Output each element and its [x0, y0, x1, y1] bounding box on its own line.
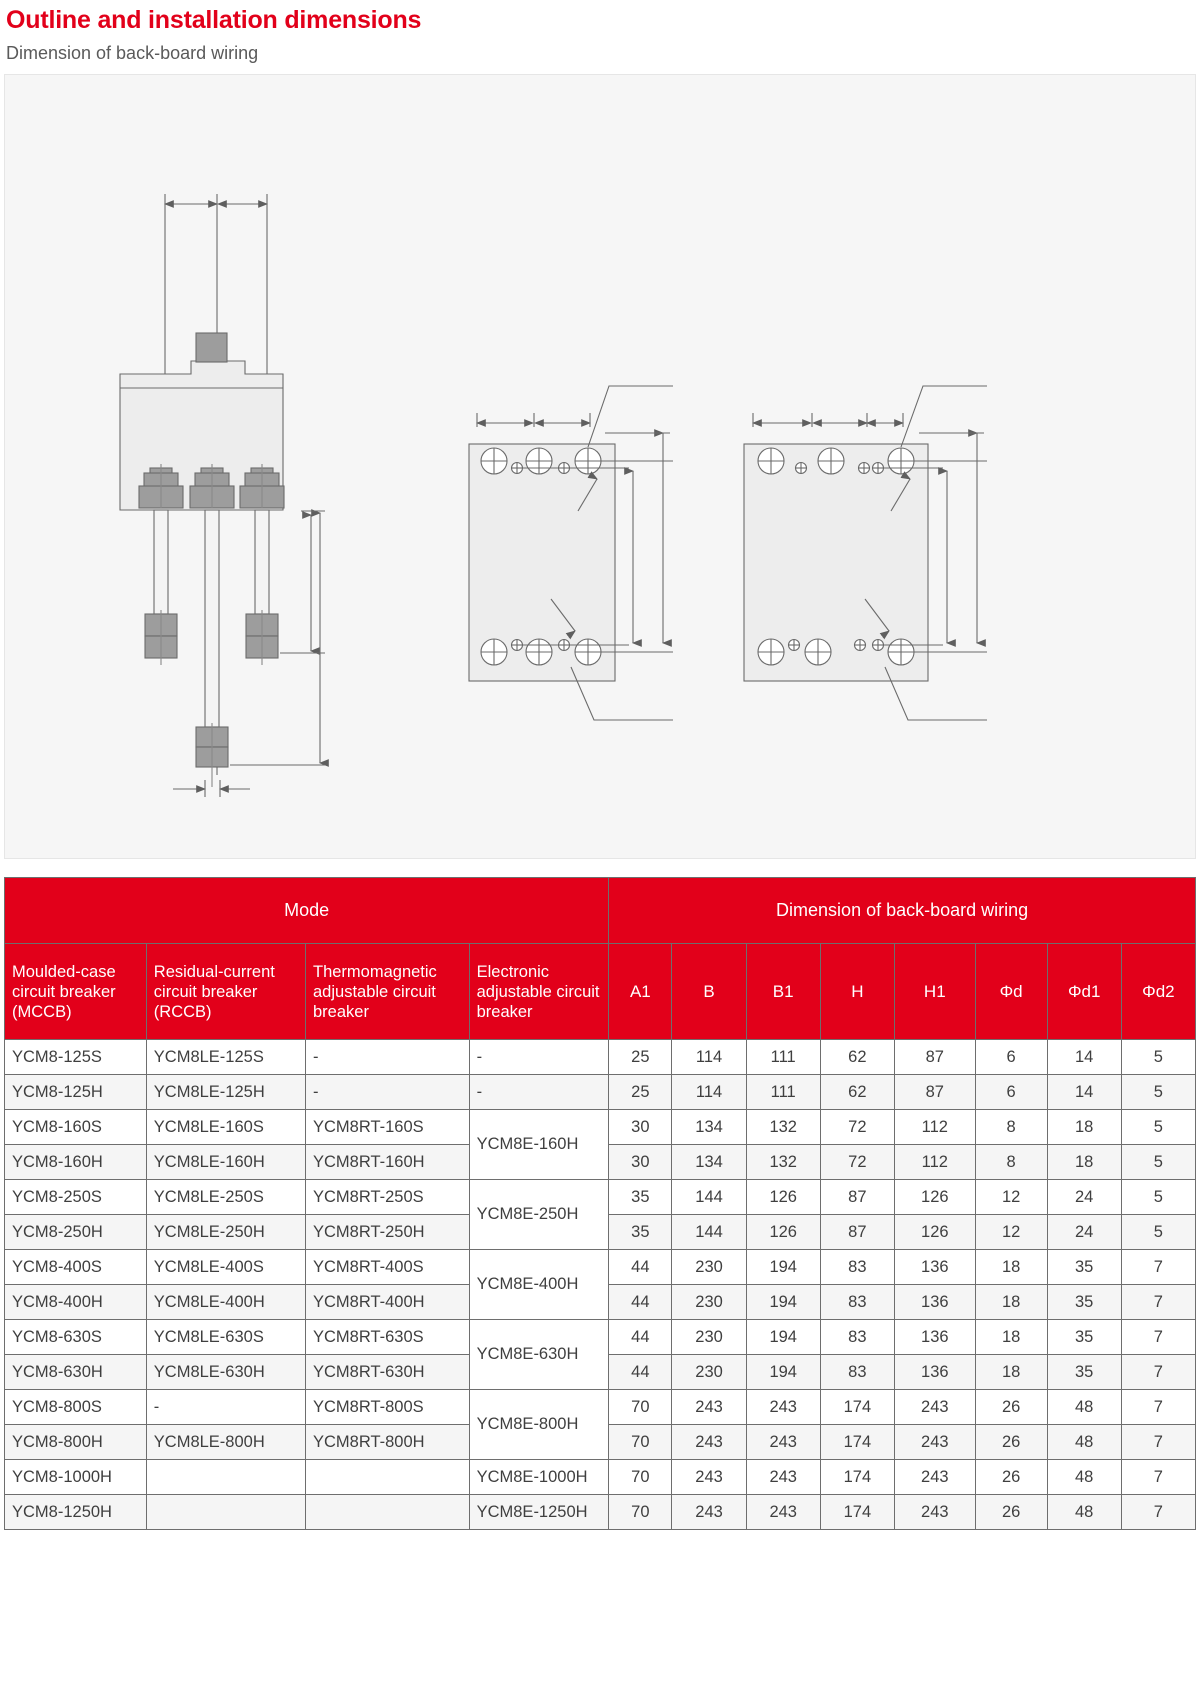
- cell-b: 134: [672, 1110, 746, 1145]
- cell-phid2: 7: [1121, 1495, 1195, 1530]
- cell-b1: 194: [746, 1250, 820, 1285]
- cell-thermomagnetic: [306, 1495, 470, 1530]
- cell-phid: 26: [975, 1460, 1047, 1495]
- cell-b: 243: [672, 1390, 746, 1425]
- cell-h: 62: [820, 1075, 894, 1110]
- table-row: [5, 1180, 1196, 1215]
- cell-b1: 132: [746, 1145, 820, 1180]
- cell-thermomagnetic: YCM8RT-800H: [306, 1425, 470, 1460]
- cell-mccb: YCM8-160H: [5, 1145, 147, 1180]
- cell-b: 144: [672, 1215, 746, 1250]
- cell-phid1: 35: [1047, 1285, 1121, 1320]
- cell-h: 174: [820, 1390, 894, 1425]
- cell-h1: 136: [894, 1250, 975, 1285]
- cell-b: 230: [672, 1355, 746, 1390]
- cell-b: 243: [672, 1495, 746, 1530]
- cell-electronic: YCM8E-160H: [469, 1110, 609, 1180]
- cell-h1: 243: [894, 1495, 975, 1530]
- cell-rccb: YCM8LE-630S: [146, 1320, 305, 1355]
- cell-h: 83: [820, 1250, 894, 1285]
- cell-phid1: 48: [1047, 1390, 1121, 1425]
- cell-a1: 70: [609, 1460, 672, 1495]
- cell-b: 114: [672, 1040, 746, 1075]
- cell-rccb: YCM8LE-125H: [146, 1075, 305, 1110]
- cell-a1: 30: [609, 1145, 672, 1180]
- cell-h: 72: [820, 1145, 894, 1180]
- cell-mccb: YCM8-800S: [5, 1390, 147, 1425]
- group-header-mode: Mode: [5, 878, 609, 944]
- cell-a1: 44: [609, 1320, 672, 1355]
- cell-h1: 112: [894, 1145, 975, 1180]
- cell-rccb: YCM8LE-800H: [146, 1425, 305, 1460]
- cell-h1: 112: [894, 1110, 975, 1145]
- cell-electronic: YCM8E-800H: [469, 1390, 609, 1460]
- cell-phid: 26: [975, 1495, 1047, 1530]
- cell-thermomagnetic: YCM8RT-630S: [306, 1320, 470, 1355]
- cell-h: 62: [820, 1040, 894, 1075]
- cell-b1: 243: [746, 1495, 820, 1530]
- cell-thermomagnetic: YCM8RT-250S: [306, 1180, 470, 1215]
- cell-phid1: 35: [1047, 1250, 1121, 1285]
- table-row: [5, 1075, 1196, 1110]
- cell-phid1: 24: [1047, 1180, 1121, 1215]
- cell-electronic: YCM8E-630H: [469, 1320, 609, 1390]
- cell-h1: 136: [894, 1285, 975, 1320]
- cell-phid1: 24: [1047, 1215, 1121, 1250]
- cell-a1: 70: [609, 1390, 672, 1425]
- cell-h1: 243: [894, 1390, 975, 1425]
- cell-h: 72: [820, 1110, 894, 1145]
- cell-phid: 8: [975, 1110, 1047, 1145]
- cell-mccb: YCM8-250S: [5, 1180, 147, 1215]
- cell-b: 243: [672, 1460, 746, 1495]
- cell-rccb: YCM8LE-160S: [146, 1110, 305, 1145]
- col-header-thermomagnetic: Thermomagnetic adjustable circuit breaker: [306, 944, 470, 1040]
- cell-phid2: 7: [1121, 1390, 1195, 1425]
- cell-mccb: YCM8-125H: [5, 1075, 147, 1110]
- table-row: [5, 1495, 1196, 1530]
- col-header-phid: Φd: [975, 944, 1047, 1040]
- col-header-rccb: Residual-current circuit breaker (RCCB): [146, 944, 305, 1040]
- cell-b: 243: [672, 1425, 746, 1460]
- spec-table-container: [4, 877, 1196, 1530]
- cell-thermomagnetic: -: [306, 1040, 470, 1075]
- col-header-h: H: [820, 944, 894, 1040]
- table-row: [5, 1040, 1196, 1075]
- cell-phid2: 7: [1121, 1285, 1195, 1320]
- cell-phid2: 5: [1121, 1145, 1195, 1180]
- cell-phid2: 7: [1121, 1355, 1195, 1390]
- cell-mccb: YCM8-800H: [5, 1425, 147, 1460]
- cell-phid2: 7: [1121, 1320, 1195, 1355]
- cell-b: 144: [672, 1180, 746, 1215]
- cell-mccb: YCM8-1250H: [5, 1495, 147, 1530]
- cell-b1: 126: [746, 1180, 820, 1215]
- cell-mccb: YCM8-630H: [5, 1355, 147, 1390]
- cell-phid2: 5: [1121, 1215, 1195, 1250]
- cell-phid: 26: [975, 1390, 1047, 1425]
- cell-phid2: 5: [1121, 1040, 1195, 1075]
- cell-rccb: YCM8LE-630H: [146, 1355, 305, 1390]
- cell-a1: 44: [609, 1285, 672, 1320]
- cell-thermomagnetic: -: [306, 1075, 470, 1110]
- cell-b1: 194: [746, 1285, 820, 1320]
- cell-phid2: 7: [1121, 1425, 1195, 1460]
- cell-a1: 44: [609, 1355, 672, 1390]
- cell-phid: 18: [975, 1355, 1047, 1390]
- table-column-header-row: [5, 944, 1196, 1040]
- cell-thermomagnetic: YCM8RT-400S: [306, 1250, 470, 1285]
- cell-electronic: -: [469, 1040, 609, 1075]
- cell-phid: 26: [975, 1425, 1047, 1460]
- cell-a1: 25: [609, 1075, 672, 1110]
- table-row: [5, 1460, 1196, 1495]
- cell-h: 174: [820, 1425, 894, 1460]
- cell-b1: 126: [746, 1215, 820, 1250]
- cell-rccb: [146, 1495, 305, 1530]
- cell-rccb: [146, 1460, 305, 1495]
- cell-rccb: YCM8LE-400H: [146, 1285, 305, 1320]
- cell-thermomagnetic: YCM8RT-160H: [306, 1145, 470, 1180]
- cell-a1: 35: [609, 1215, 672, 1250]
- cell-phid1: 48: [1047, 1460, 1121, 1495]
- cell-electronic: YCM8E-1000H: [469, 1460, 609, 1495]
- cell-h1: 126: [894, 1180, 975, 1215]
- cell-electronic: YCM8E-250H: [469, 1180, 609, 1250]
- cell-mccb: YCM8-250H: [5, 1215, 147, 1250]
- cell-rccb: YCM8LE-250H: [146, 1215, 305, 1250]
- cell-phid: 18: [975, 1320, 1047, 1355]
- cell-h1: 136: [894, 1320, 975, 1355]
- cell-b1: 132: [746, 1110, 820, 1145]
- cell-a1: 70: [609, 1495, 672, 1530]
- figure-panel: [4, 74, 1196, 859]
- cell-phid1: 35: [1047, 1320, 1121, 1355]
- cell-thermomagnetic: YCM8RT-800S: [306, 1390, 470, 1425]
- drawing-backboard-view-2: [744, 386, 987, 720]
- table-row: [5, 1390, 1196, 1425]
- col-header-b: B: [672, 944, 746, 1040]
- cell-phid2: 5: [1121, 1110, 1195, 1145]
- cell-b1: 111: [746, 1040, 820, 1075]
- cell-rccb: YCM8LE-250S: [146, 1180, 305, 1215]
- cell-h: 83: [820, 1355, 894, 1390]
- cell-b: 134: [672, 1145, 746, 1180]
- col-header-h1: H1: [894, 944, 975, 1040]
- cell-electronic: -: [469, 1075, 609, 1110]
- cell-h: 174: [820, 1495, 894, 1530]
- cell-phid2: 7: [1121, 1460, 1195, 1495]
- cell-b: 230: [672, 1320, 746, 1355]
- cell-rccb: YCM8LE-160H: [146, 1145, 305, 1180]
- cell-phid: 6: [975, 1075, 1047, 1110]
- cell-h1: 243: [894, 1425, 975, 1460]
- table-row: [5, 1110, 1196, 1145]
- cell-rccb: YCM8LE-400S: [146, 1250, 305, 1285]
- cell-thermomagnetic: YCM8RT-630H: [306, 1355, 470, 1390]
- cell-phid: 18: [975, 1250, 1047, 1285]
- col-header-electronic: Electronic adjustable circuit breaker: [469, 944, 609, 1040]
- drawing-backboard-view-1: [469, 386, 673, 720]
- cell-phid: 12: [975, 1180, 1047, 1215]
- cell-h: 174: [820, 1460, 894, 1495]
- cell-a1: 30: [609, 1110, 672, 1145]
- cell-h: 83: [820, 1320, 894, 1355]
- cell-b1: 243: [746, 1390, 820, 1425]
- cell-h1: 136: [894, 1355, 975, 1390]
- col-header-a1: A1: [609, 944, 672, 1040]
- table-header: [5, 878, 1196, 1040]
- cell-mccb: YCM8-400H: [5, 1285, 147, 1320]
- table-row: [5, 1250, 1196, 1285]
- cell-mccb: YCM8-400S: [5, 1250, 147, 1285]
- table-body: [5, 1040, 1196, 1530]
- cell-b1: 243: [746, 1425, 820, 1460]
- cell-phid: 12: [975, 1215, 1047, 1250]
- cell-mccb: YCM8-630S: [5, 1320, 147, 1355]
- dimension-spec-table: [4, 877, 1196, 1530]
- cell-h: 87: [820, 1180, 894, 1215]
- cell-phid: 8: [975, 1145, 1047, 1180]
- technical-drawing-svg: [5, 75, 1197, 858]
- cell-electronic: YCM8E-400H: [469, 1250, 609, 1320]
- cell-rccb: -: [146, 1390, 305, 1425]
- col-header-mccb: Moulded-case circuit breaker (MCCB): [5, 944, 147, 1040]
- cell-a1: 70: [609, 1425, 672, 1460]
- table-row: [5, 1320, 1196, 1355]
- cell-b1: 243: [746, 1460, 820, 1495]
- cell-a1: 44: [609, 1250, 672, 1285]
- col-header-b1: B1: [746, 944, 820, 1040]
- cell-phid1: 14: [1047, 1040, 1121, 1075]
- cell-phid1: 48: [1047, 1425, 1121, 1460]
- cell-phid1: 48: [1047, 1495, 1121, 1530]
- cell-thermomagnetic: YCM8RT-160S: [306, 1110, 470, 1145]
- page-subtitle: Dimension of back-board wiring: [6, 42, 259, 63]
- cell-phid1: 35: [1047, 1355, 1121, 1390]
- cell-phid2: 5: [1121, 1075, 1195, 1110]
- cell-b1: 194: [746, 1355, 820, 1390]
- cell-phid2: 7: [1121, 1250, 1195, 1285]
- drawing-front-view: [120, 194, 325, 797]
- cell-phid2: 5: [1121, 1180, 1195, 1215]
- cell-phid: 18: [975, 1285, 1047, 1320]
- cell-phid1: 18: [1047, 1110, 1121, 1145]
- cell-h1: 87: [894, 1040, 975, 1075]
- group-header-dimension: Dimension of back-board wiring: [609, 878, 1196, 944]
- cell-thermomagnetic: YCM8RT-400H: [306, 1285, 470, 1320]
- cell-phid: 6: [975, 1040, 1047, 1075]
- cell-h: 83: [820, 1285, 894, 1320]
- cell-rccb: YCM8LE-125S: [146, 1040, 305, 1075]
- cell-b1: 111: [746, 1075, 820, 1110]
- cell-h: 87: [820, 1215, 894, 1250]
- cell-phid1: 14: [1047, 1075, 1121, 1110]
- cell-h1: 87: [894, 1075, 975, 1110]
- cell-phid1: 18: [1047, 1145, 1121, 1180]
- cell-h1: 243: [894, 1460, 975, 1495]
- cell-thermomagnetic: [306, 1460, 470, 1495]
- cell-electronic: YCM8E-1250H: [469, 1495, 609, 1530]
- page-header: [0, 0, 1200, 64]
- col-header-phid1: Φd1: [1047, 944, 1121, 1040]
- cell-a1: 25: [609, 1040, 672, 1075]
- table-group-header-row: [5, 878, 1196, 944]
- cell-b: 114: [672, 1075, 746, 1110]
- cell-b1: 194: [746, 1320, 820, 1355]
- cell-a1: 35: [609, 1180, 672, 1215]
- cell-mccb: YCM8-1000H: [5, 1460, 147, 1495]
- col-header-phid2: Φd2: [1121, 944, 1195, 1040]
- page-title: Outline and installation dimensions: [6, 6, 422, 34]
- cell-h1: 126: [894, 1215, 975, 1250]
- cell-b: 230: [672, 1285, 746, 1320]
- cell-mccb: YCM8-125S: [5, 1040, 147, 1075]
- cell-thermomagnetic: YCM8RT-250H: [306, 1215, 470, 1250]
- cell-b: 230: [672, 1250, 746, 1285]
- cell-mccb: YCM8-160S: [5, 1110, 147, 1145]
